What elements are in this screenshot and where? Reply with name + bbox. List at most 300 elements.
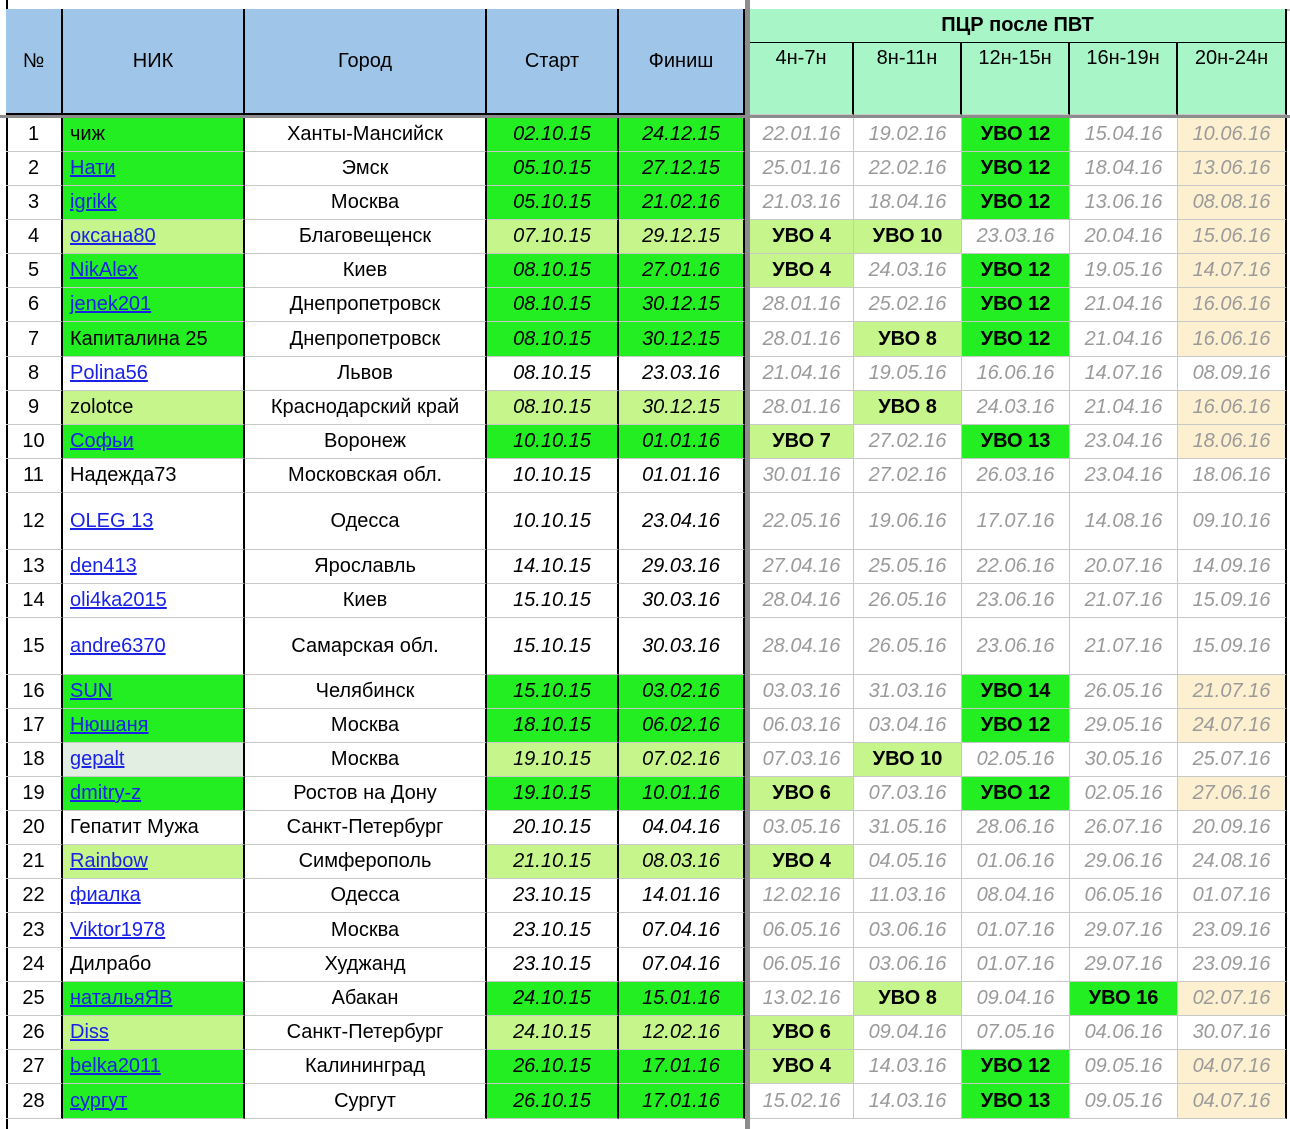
row-number[interactable]: 13 [6, 550, 63, 584]
finish-date-cell[interactable]: 06.02.16 [619, 709, 745, 743]
start-date-cell[interactable]: 21.10.15 [487, 845, 619, 879]
pcr-cell-period-3[interactable]: УВО 12 [962, 709, 1070, 743]
pcr-cell-period-2[interactable]: 24.03.16 [854, 254, 962, 288]
pcr-cell-period-2[interactable]: УВО 8 [854, 982, 962, 1016]
pcr-cell-period-4[interactable]: 23.04.16 [1070, 459, 1178, 493]
header-period-4[interactable]: 16н-19н [1070, 43, 1178, 115]
finish-date-cell[interactable]: 30.03.16 [619, 618, 745, 675]
pcr-cell-period-3[interactable]: УВО 13 [962, 425, 1070, 459]
pcr-cell-period-1[interactable]: 06.05.16 [750, 948, 854, 982]
nick-link[interactable]: NikAlex [70, 259, 138, 281]
row-number[interactable]: 26 [6, 1016, 63, 1050]
row-number[interactable]: 3 [6, 186, 63, 220]
city-cell[interactable]: Санкт-Петербург [245, 811, 487, 845]
pcr-cell-period-2[interactable]: УВО 8 [854, 322, 962, 357]
city-cell[interactable]: Ханты-Мансийск [245, 118, 487, 152]
finish-date-cell[interactable]: 30.03.16 [619, 584, 745, 618]
pcr-cell-period-5[interactable]: 16.06.16 [1178, 288, 1287, 322]
nick-cell[interactable] [63, 357, 245, 391]
header-city[interactable]: Город [245, 9, 487, 115]
pcr-cell-period-4[interactable]: 30.05.16 [1070, 743, 1178, 777]
pcr-cell-period-1[interactable]: УВО 7 [750, 425, 854, 459]
pcr-cell-period-2[interactable]: 11.03.16 [854, 879, 962, 913]
header-nick[interactable]: НИК [63, 9, 245, 115]
nick-cell[interactable] [63, 948, 245, 982]
row-number[interactable]: 1 [6, 118, 63, 152]
start-date-cell[interactable]: 18.10.15 [487, 709, 619, 743]
pcr-cell-period-1[interactable]: 03.05.16 [750, 811, 854, 845]
pcr-cell-period-2[interactable]: 31.05.16 [854, 811, 962, 845]
pcr-cell-period-1[interactable]: 21.03.16 [750, 186, 854, 220]
pcr-cell-period-4[interactable]: 21.04.16 [1070, 288, 1178, 322]
nick-link[interactable]: den413 [70, 555, 137, 577]
nick-link[interactable]: Нюшаня [70, 714, 149, 736]
start-date-cell[interactable]: 05.10.15 [487, 152, 619, 186]
pcr-cell-period-5[interactable]: 13.06.16 [1178, 152, 1287, 186]
pcr-cell-period-2[interactable]: УВО 8 [854, 391, 962, 425]
city-cell[interactable]: Эмск [245, 152, 487, 186]
nick-link[interactable]: Polina56 [70, 362, 148, 384]
start-date-cell[interactable]: 14.10.15 [487, 550, 619, 584]
pcr-cell-period-3[interactable]: УВО 12 [962, 186, 1070, 220]
pcr-cell-period-3[interactable]: 07.05.16 [962, 1016, 1070, 1050]
city-cell[interactable]: Ростов на Дону [245, 777, 487, 811]
pcr-cell-period-3[interactable]: 02.05.16 [962, 743, 1070, 777]
nick-cell[interactable] [63, 288, 245, 322]
pcr-cell-period-3[interactable]: 26.03.16 [962, 459, 1070, 493]
city-cell[interactable]: Сургут [245, 1084, 487, 1119]
pcr-cell-period-1[interactable]: 12.02.16 [750, 879, 854, 913]
row-number[interactable]: 4 [6, 220, 63, 254]
city-cell[interactable]: Благовещенск [245, 220, 487, 254]
city-cell[interactable]: Москва [245, 913, 487, 948]
pcr-cell-period-5[interactable]: 24.07.16 [1178, 709, 1287, 743]
city-cell[interactable]: Днепропетровск [245, 288, 487, 322]
nick-link[interactable]: фиалка [70, 884, 141, 906]
pcr-cell-period-5[interactable]: 21.07.16 [1178, 675, 1287, 709]
row-number[interactable]: 2 [6, 152, 63, 186]
city-cell[interactable]: Ярославль [245, 550, 487, 584]
start-date-cell[interactable]: 24.10.15 [487, 1016, 619, 1050]
pcr-cell-period-4[interactable]: 21.07.16 [1070, 618, 1178, 675]
finish-date-cell[interactable]: 03.02.16 [619, 675, 745, 709]
pcr-cell-period-5[interactable]: 14.07.16 [1178, 254, 1287, 288]
start-date-cell[interactable]: 10.10.15 [487, 493, 619, 550]
pcr-cell-period-5[interactable]: 15.06.16 [1178, 220, 1287, 254]
pcr-cell-period-3[interactable]: УВО 12 [962, 288, 1070, 322]
row-number[interactable]: 18 [6, 743, 63, 777]
city-cell[interactable]: Калининград [245, 1050, 487, 1084]
pcr-cell-period-2[interactable]: 03.06.16 [854, 948, 962, 982]
finish-date-cell[interactable]: 27.12.15 [619, 152, 745, 186]
nick-cell[interactable] [63, 618, 245, 675]
city-cell[interactable]: Одесса [245, 493, 487, 550]
nick-link[interactable]: оксана80 [70, 225, 156, 247]
pcr-cell-period-5[interactable]: 10.06.16 [1178, 118, 1287, 152]
finish-date-cell[interactable]: 29.12.15 [619, 220, 745, 254]
pcr-cell-period-2[interactable]: 19.05.16 [854, 357, 962, 391]
pcr-cell-period-3[interactable]: УВО 12 [962, 118, 1070, 152]
nick-cell[interactable] [63, 322, 245, 357]
pcr-cell-period-3[interactable]: 09.04.16 [962, 982, 1070, 1016]
pcr-cell-period-4[interactable]: УВО 16 [1070, 982, 1178, 1016]
start-date-cell[interactable]: 23.10.15 [487, 913, 619, 948]
start-date-cell[interactable]: 05.10.15 [487, 186, 619, 220]
nick-link[interactable]: dmitry-z [70, 782, 142, 804]
pcr-cell-period-2[interactable]: 18.04.16 [854, 186, 962, 220]
pcr-cell-period-1[interactable]: 28.01.16 [750, 288, 854, 322]
pcr-cell-period-3[interactable]: 01.07.16 [962, 913, 1070, 948]
row-number[interactable]: 15 [6, 618, 63, 675]
pcr-cell-period-2[interactable]: 25.02.16 [854, 288, 962, 322]
pcr-cell-period-4[interactable]: 18.04.16 [1070, 152, 1178, 186]
pcr-cell-period-1[interactable]: 30.01.16 [750, 459, 854, 493]
pcr-cell-period-5[interactable]: 18.06.16 [1178, 459, 1287, 493]
pcr-cell-period-1[interactable]: УВО 4 [750, 254, 854, 288]
pcr-cell-period-1[interactable]: 13.02.16 [750, 982, 854, 1016]
pcr-cell-period-4[interactable]: 29.06.16 [1070, 845, 1178, 879]
city-cell[interactable]: Львов [245, 357, 487, 391]
header-period-2[interactable]: 8н-11н [854, 43, 962, 115]
row-number[interactable]: 27 [6, 1050, 63, 1084]
pcr-cell-period-5[interactable]: 15.09.16 [1178, 618, 1287, 675]
start-date-cell[interactable]: 08.10.15 [487, 288, 619, 322]
pcr-cell-period-2[interactable]: 27.02.16 [854, 459, 962, 493]
nick-link[interactable]: сургут [70, 1089, 128, 1112]
nick-cell[interactable] [63, 1084, 245, 1119]
start-date-cell[interactable]: 08.10.15 [487, 357, 619, 391]
start-date-cell[interactable]: 15.10.15 [487, 675, 619, 709]
start-date-cell[interactable]: 23.10.15 [487, 879, 619, 913]
nick-link[interactable]: andre6370 [70, 634, 166, 657]
pcr-cell-period-1[interactable]: 06.05.16 [750, 913, 854, 948]
pcr-cell-period-5[interactable]: 01.07.16 [1178, 879, 1287, 913]
pcr-cell-period-3[interactable]: 17.07.16 [962, 493, 1070, 550]
pcr-cell-period-3[interactable]: 23.06.16 [962, 618, 1070, 675]
pcr-cell-period-4[interactable]: 14.08.16 [1070, 493, 1178, 550]
row-number[interactable]: 28 [6, 1084, 63, 1119]
pcr-cell-period-5[interactable]: 16.06.16 [1178, 391, 1287, 425]
nick-cell[interactable] [63, 879, 245, 913]
pcr-cell-period-4[interactable]: 04.06.16 [1070, 1016, 1178, 1050]
finish-date-cell[interactable]: 07.02.16 [619, 743, 745, 777]
start-date-cell[interactable]: 26.10.15 [487, 1050, 619, 1084]
city-cell[interactable]: Самарская обл. [245, 618, 487, 675]
city-cell[interactable]: Санкт-Петербург [245, 1016, 487, 1050]
finish-date-cell[interactable]: 01.01.16 [619, 459, 745, 493]
header-start[interactable]: Старт [487, 9, 619, 115]
pcr-cell-period-1[interactable]: 15.02.16 [750, 1084, 854, 1119]
start-date-cell[interactable]: 19.10.15 [487, 777, 619, 811]
nick-cell[interactable] [63, 777, 245, 811]
pcr-cell-period-5[interactable]: 18.06.16 [1178, 425, 1287, 459]
pcr-cell-period-4[interactable]: 14.07.16 [1070, 357, 1178, 391]
row-number[interactable]: 11 [6, 459, 63, 493]
city-cell[interactable]: Краснодарский край [245, 391, 487, 425]
start-date-cell[interactable]: 02.10.15 [487, 118, 619, 152]
pcr-cell-period-5[interactable]: 27.06.16 [1178, 777, 1287, 811]
start-date-cell[interactable]: 23.10.15 [487, 948, 619, 982]
finish-date-cell[interactable]: 01.01.16 [619, 425, 745, 459]
pcr-cell-period-3[interactable]: 08.04.16 [962, 879, 1070, 913]
finish-date-cell[interactable]: 21.02.16 [619, 186, 745, 220]
finish-date-cell[interactable]: 04.04.16 [619, 811, 745, 845]
nick-cell[interactable] [63, 675, 245, 709]
finish-date-cell[interactable]: 24.12.15 [619, 118, 745, 152]
nick-cell[interactable] [63, 459, 245, 493]
pcr-cell-period-5[interactable]: 04.07.16 [1178, 1050, 1287, 1084]
nick-link[interactable]: Софьи [70, 430, 134, 452]
pcr-cell-period-4[interactable]: 23.04.16 [1070, 425, 1178, 459]
city-cell[interactable]: Челябинск [245, 675, 487, 709]
pcr-cell-period-2[interactable]: 14.03.16 [854, 1050, 962, 1084]
city-cell[interactable]: Московская обл. [245, 459, 487, 493]
pcr-cell-period-3[interactable]: 01.07.16 [962, 948, 1070, 982]
pcr-cell-period-4[interactable]: 02.05.16 [1070, 777, 1178, 811]
pcr-cell-period-2[interactable]: 27.02.16 [854, 425, 962, 459]
nick-link[interactable]: belka2011 [70, 1055, 161, 1077]
row-number[interactable]: 19 [6, 777, 63, 811]
start-date-cell[interactable]: 24.10.15 [487, 982, 619, 1016]
row-number[interactable]: 17 [6, 709, 63, 743]
pcr-cell-period-2[interactable]: 14.03.16 [854, 1084, 962, 1119]
pcr-cell-period-2[interactable]: УВО 10 [854, 220, 962, 254]
pcr-cell-period-1[interactable]: УВО 4 [750, 1050, 854, 1084]
pcr-cell-period-1[interactable]: 28.04.16 [750, 584, 854, 618]
start-date-cell[interactable]: 10.10.15 [487, 459, 619, 493]
nick-link[interactable]: OLEG 13 [70, 509, 154, 532]
start-date-cell[interactable]: 15.10.15 [487, 584, 619, 618]
nick-cell[interactable] [63, 493, 245, 550]
pcr-cell-period-3[interactable]: УВО 12 [962, 254, 1070, 288]
pcr-cell-period-3[interactable]: 23.03.16 [962, 220, 1070, 254]
pcr-cell-period-2[interactable]: 26.05.16 [854, 618, 962, 675]
start-date-cell[interactable]: 26.10.15 [487, 1084, 619, 1119]
finish-date-cell[interactable]: 15.01.16 [619, 982, 745, 1016]
pcr-cell-period-1[interactable]: 22.01.16 [750, 118, 854, 152]
pcr-cell-period-1[interactable]: 21.04.16 [750, 357, 854, 391]
pcr-cell-period-2[interactable]: 26.05.16 [854, 584, 962, 618]
pcr-cell-period-3[interactable]: УВО 13 [962, 1084, 1070, 1119]
finish-date-cell[interactable]: 12.02.16 [619, 1016, 745, 1050]
finish-date-cell[interactable]: 30.12.15 [619, 288, 745, 322]
city-cell[interactable]: Одесса [245, 879, 487, 913]
finish-date-cell[interactable]: 17.01.16 [619, 1050, 745, 1084]
nick-cell[interactable] [63, 982, 245, 1016]
row-number[interactable]: 25 [6, 982, 63, 1016]
row-number[interactable]: 5 [6, 254, 63, 288]
city-cell[interactable]: Воронеж [245, 425, 487, 459]
pcr-cell-period-4[interactable]: 21.04.16 [1070, 391, 1178, 425]
pcr-cell-period-1[interactable]: 03.03.16 [750, 675, 854, 709]
pcr-cell-period-5[interactable]: 14.09.16 [1178, 550, 1287, 584]
nick-link[interactable]: Rainbow [70, 850, 148, 872]
row-number[interactable]: 10 [6, 425, 63, 459]
pcr-cell-period-4[interactable]: 09.05.16 [1070, 1084, 1178, 1119]
finish-date-cell[interactable]: 17.01.16 [619, 1084, 745, 1119]
pcr-cell-period-4[interactable]: 26.07.16 [1070, 811, 1178, 845]
row-number[interactable]: 21 [6, 845, 63, 879]
pcr-cell-period-2[interactable]: 07.03.16 [854, 777, 962, 811]
pcr-cell-period-3[interactable]: 23.06.16 [962, 584, 1070, 618]
nick-link[interactable]: Viktor1978 [70, 918, 166, 941]
pcr-cell-period-4[interactable]: 15.04.16 [1070, 118, 1178, 152]
start-date-cell[interactable]: 20.10.15 [487, 811, 619, 845]
start-date-cell[interactable]: 08.10.15 [487, 254, 619, 288]
pcr-cell-period-1[interactable]: 22.05.16 [750, 493, 854, 550]
nick-cell[interactable] [63, 811, 245, 845]
start-date-cell[interactable]: 10.10.15 [487, 425, 619, 459]
header-period-5[interactable]: 20н-24н [1178, 43, 1287, 115]
city-cell[interactable]: Худжанд [245, 948, 487, 982]
finish-date-cell[interactable]: 29.03.16 [619, 550, 745, 584]
row-number[interactable]: 22 [6, 879, 63, 913]
pcr-cell-period-1[interactable]: 28.04.16 [750, 618, 854, 675]
pcr-cell-period-5[interactable]: 09.10.16 [1178, 493, 1287, 550]
city-cell[interactable]: Москва [245, 186, 487, 220]
pcr-cell-period-4[interactable]: 26.05.16 [1070, 675, 1178, 709]
pcr-cell-period-2[interactable]: 25.05.16 [854, 550, 962, 584]
pcr-cell-period-4[interactable]: 21.07.16 [1070, 584, 1178, 618]
pcr-cell-period-2[interactable]: УВО 10 [854, 743, 962, 777]
pcr-cell-period-5[interactable]: 23.09.16 [1178, 913, 1287, 948]
pcr-cell-period-3[interactable]: УВО 12 [962, 1050, 1070, 1084]
nick-cell[interactable] [63, 152, 245, 186]
pcr-cell-period-2[interactable]: 31.03.16 [854, 675, 962, 709]
row-number[interactable]: 9 [6, 391, 63, 425]
finish-date-cell[interactable]: 23.04.16 [619, 493, 745, 550]
pcr-cell-period-3[interactable]: УВО 12 [962, 777, 1070, 811]
pcr-cell-period-1[interactable]: 06.03.16 [750, 709, 854, 743]
start-date-cell[interactable]: 15.10.15 [487, 618, 619, 675]
nick-cell[interactable] [63, 220, 245, 254]
nick-link[interactable]: igrikk [70, 191, 117, 213]
nick-link[interactable]: Нати [70, 157, 116, 179]
row-number[interactable]: 16 [6, 675, 63, 709]
pcr-cell-period-5[interactable]: 16.06.16 [1178, 322, 1287, 357]
row-number[interactable]: 14 [6, 584, 63, 618]
row-number[interactable]: 24 [6, 948, 63, 982]
finish-date-cell[interactable]: 07.04.16 [619, 948, 745, 982]
pcr-cell-period-1[interactable]: 28.01.16 [750, 322, 854, 357]
pcr-cell-period-1[interactable]: 25.01.16 [750, 152, 854, 186]
pcr-cell-period-5[interactable]: 25.07.16 [1178, 743, 1287, 777]
pcr-cell-period-5[interactable]: 23.09.16 [1178, 948, 1287, 982]
pcr-cell-period-5[interactable]: 20.09.16 [1178, 811, 1287, 845]
row-number[interactable]: 20 [6, 811, 63, 845]
row-number[interactable]: 23 [6, 913, 63, 948]
finish-date-cell[interactable]: 30.12.15 [619, 322, 745, 357]
pcr-cell-period-4[interactable]: 06.05.16 [1070, 879, 1178, 913]
finish-date-cell[interactable]: 27.01.16 [619, 254, 745, 288]
row-number[interactable]: 12 [6, 493, 63, 550]
pcr-cell-period-5[interactable]: 04.07.16 [1178, 1084, 1287, 1119]
city-cell[interactable]: Москва [245, 709, 487, 743]
pcr-cell-period-3[interactable]: 22.06.16 [962, 550, 1070, 584]
start-date-cell[interactable]: 19.10.15 [487, 743, 619, 777]
nick-link[interactable]: SUN [70, 680, 113, 702]
start-date-cell[interactable]: 08.10.15 [487, 391, 619, 425]
pcr-cell-period-5[interactable]: 08.08.16 [1178, 186, 1287, 220]
header-period-3[interactable]: 12н-15н [962, 43, 1070, 115]
pcr-cell-period-4[interactable]: 20.04.16 [1070, 220, 1178, 254]
pcr-cell-period-1[interactable]: УВО 4 [750, 220, 854, 254]
pcr-cell-period-1[interactable]: 28.01.16 [750, 391, 854, 425]
pcr-cell-period-1[interactable]: УВО 4 [750, 845, 854, 879]
nick-cell[interactable] [63, 1016, 245, 1050]
pcr-cell-period-5[interactable]: 08.09.16 [1178, 357, 1287, 391]
header-period-1[interactable]: 4н-7н [750, 43, 854, 115]
pcr-cell-period-4[interactable]: 21.04.16 [1070, 322, 1178, 357]
pcr-cell-period-5[interactable]: 30.07.16 [1178, 1016, 1287, 1050]
pcr-cell-period-4[interactable]: 29.07.16 [1070, 948, 1178, 982]
start-date-cell[interactable]: 08.10.15 [487, 322, 619, 357]
pcr-cell-period-3[interactable]: 24.03.16 [962, 391, 1070, 425]
city-cell[interactable]: Киев [245, 584, 487, 618]
pcr-cell-period-3[interactable]: УВО 12 [962, 322, 1070, 357]
pcr-cell-period-5[interactable]: 15.09.16 [1178, 584, 1287, 618]
pcr-cell-period-2[interactable]: 09.04.16 [854, 1016, 962, 1050]
pcr-cell-period-4[interactable]: 09.05.16 [1070, 1050, 1178, 1084]
pcr-cell-period-2[interactable]: 19.06.16 [854, 493, 962, 550]
city-cell[interactable]: Абакан [245, 982, 487, 1016]
nick-link[interactable]: натальяЯВ [70, 987, 173, 1009]
nick-link[interactable]: Diss [70, 1021, 109, 1043]
pcr-cell-period-1[interactable]: 07.03.16 [750, 743, 854, 777]
row-number[interactable]: 6 [6, 288, 63, 322]
finish-date-cell[interactable]: 07.04.16 [619, 913, 745, 948]
pcr-cell-period-3[interactable]: 28.06.16 [962, 811, 1070, 845]
nick-cell[interactable] [63, 743, 245, 777]
nick-cell[interactable] [63, 254, 245, 288]
pcr-cell-period-4[interactable]: 20.07.16 [1070, 550, 1178, 584]
city-cell[interactable]: Москва [245, 743, 487, 777]
pcr-cell-period-1[interactable]: УВО 6 [750, 777, 854, 811]
pcr-cell-period-4[interactable]: 19.05.16 [1070, 254, 1178, 288]
nick-cell[interactable] [63, 391, 245, 425]
pcr-cell-period-5[interactable]: 24.08.16 [1178, 845, 1287, 879]
pcr-cell-period-2[interactable]: 04.05.16 [854, 845, 962, 879]
city-cell[interactable]: Симферополь [245, 845, 487, 879]
header-pcr-title[interactable]: ПЦР после ПВТ [750, 9, 1287, 43]
row-number[interactable]: 8 [6, 357, 63, 391]
pcr-cell-period-2[interactable]: 19.02.16 [854, 118, 962, 152]
pcr-cell-period-4[interactable]: 29.05.16 [1070, 709, 1178, 743]
nick-link[interactable]: gepalt [70, 748, 125, 770]
pcr-cell-period-2[interactable]: 03.04.16 [854, 709, 962, 743]
pcr-cell-period-1[interactable]: УВО 6 [750, 1016, 854, 1050]
finish-date-cell[interactable]: 10.01.16 [619, 777, 745, 811]
header-num[interactable]: № [6, 9, 63, 115]
row-number[interactable]: 7 [6, 322, 63, 357]
nick-link[interactable]: oli4ka2015 [70, 589, 167, 611]
pcr-cell-period-3[interactable]: 16.06.16 [962, 357, 1070, 391]
start-date-cell[interactable]: 07.10.15 [487, 220, 619, 254]
nick-cell[interactable] [63, 118, 245, 152]
pcr-cell-period-4[interactable]: 29.07.16 [1070, 913, 1178, 948]
pcr-cell-period-3[interactable]: УВО 12 [962, 152, 1070, 186]
pcr-cell-period-3[interactable]: УВО 14 [962, 675, 1070, 709]
nick-cell[interactable] [63, 550, 245, 584]
city-cell[interactable]: Киев [245, 254, 487, 288]
nick-cell[interactable] [63, 913, 245, 948]
finish-date-cell[interactable]: 23.03.16 [619, 357, 745, 391]
pcr-cell-period-3[interactable]: 01.06.16 [962, 845, 1070, 879]
nick-cell[interactable] [63, 1050, 245, 1084]
pcr-cell-period-4[interactable]: 13.06.16 [1070, 186, 1178, 220]
finish-date-cell[interactable]: 08.03.16 [619, 845, 745, 879]
pcr-cell-period-5[interactable]: 02.07.16 [1178, 982, 1287, 1016]
